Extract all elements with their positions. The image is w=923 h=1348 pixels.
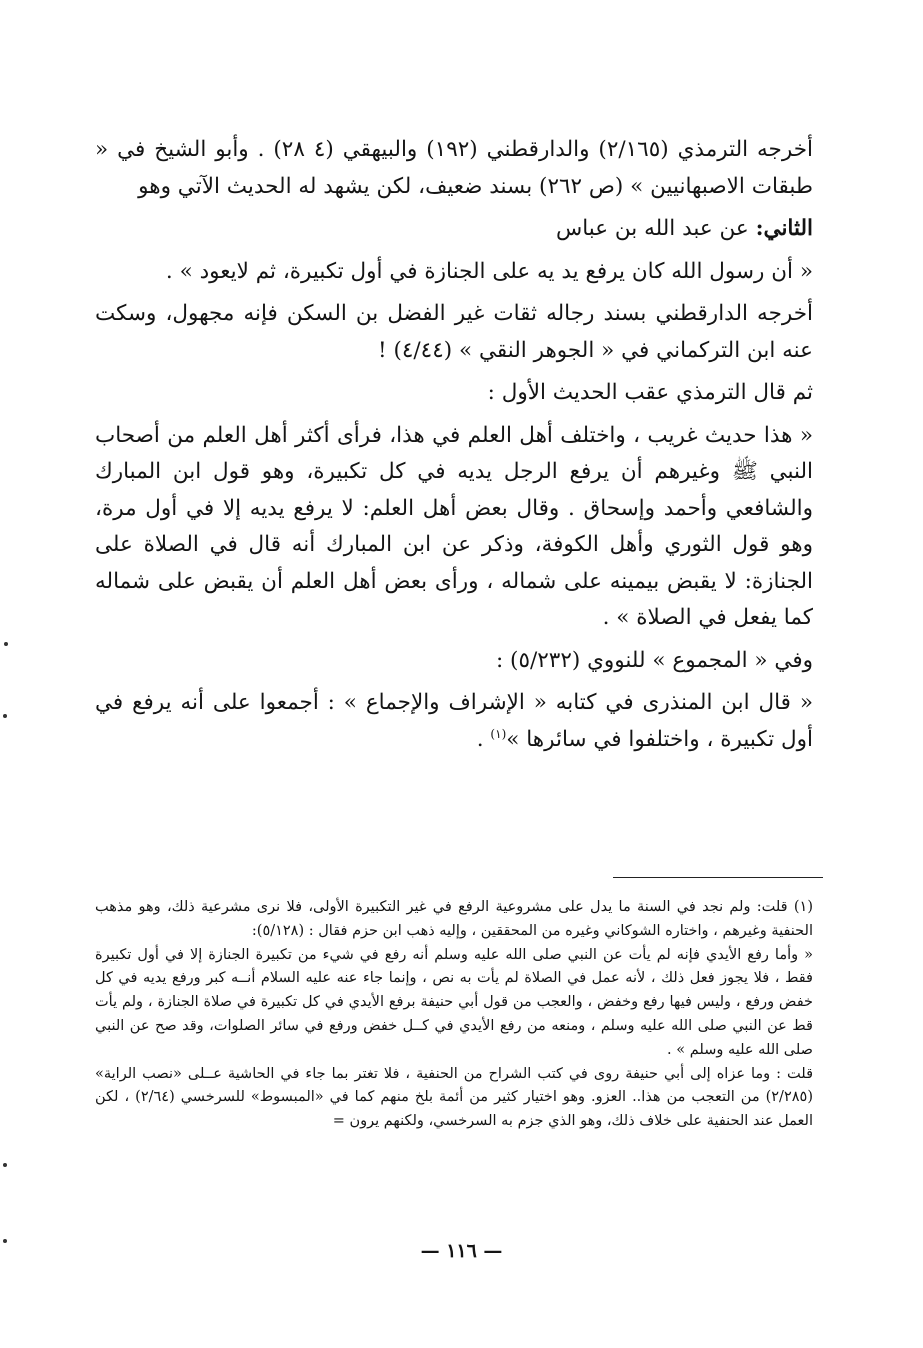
main-text	[95, 132, 813, 758]
quote-ibn-mundhir	[95, 685, 813, 758]
page-number: — ١١٦ —	[420, 1240, 503, 1262]
footnote-separator	[613, 877, 823, 878]
second-narrator: عن عبد الله بن عباس	[555, 216, 749, 241]
paragraph-tirmidhi-intro: ثم قال الترمذي عقب الحديث الأول :	[487, 380, 813, 405]
quote-ibn-mundhir-text: « قال ابن المنذرى في كتابه « الإشراف والإجماع » : أجمعوا على أنه يرفع في أول تكبيرة ، واختلفوا في سائرها »	[95, 690, 813, 752]
scan-speck	[3, 1163, 7, 1167]
footnote-ibn-hazm-quote: « وأما رفع الأيدي فإنه لم يأت عن النبي صلى الله عليه وسلم أنه رفع في شيء من تكبيرة الجنازة إلا في أول تكبيرة فقط ، فلا يجوز فعل ذلك ، لأنه عمل في الصلاة لم يأت به نص ، وإنما جاء عنه عليه السلام أنــه كبر ورفع يديه في كل خفض ورفع ، وليس فيها رفع وخفض ، والعجب من قول أبي حنيفة برفع الأيدي في كل تكبيرة في صلاة الجنازة ، ولم يأت قط عن النبي صلى الله عليه وسلم ، ومنعه من رفع الأيدي في كــل خفض ورفع في سائر الصلوات، وقد صح عن النبي صلى الله عليه وسلم » .	[95, 946, 813, 1058]
footnote-1: (١) قلت: ولم نجد في السنة ما يدل على مشروعية الرفع في غير التكبيرة الأولى، فلا نرى مشرعية ذلك، وهو مذهب الحنفية وغيرهم ، واختاره الشوكاني وغيره من المحققين ، وإليه ذهب ابن حزم فقال : (٥/١٢٨):	[95, 899, 813, 939]
paragraph-second-hadith-intro	[95, 211, 813, 248]
quote-tirmidhi: « هذا حديث غريب ، واختلف أهل العلم في هذا، فرأى أكثر أهل العلم من أصحاب النبي ﷺ وغيرهم أن يرفع الرجل يديه في كل تكبيرة، وهو قول ابن المبارك والشافعي وأحمد وإسحاق . وقال بعض أهل العلم: لا يرفع يديه إلا في أول مرة، وهو قول الثوري وأهل الكوفة، وذكر عن ابن المبارك أنه قال في الصلاة على الجنازة: لا يقبض بيمينه على شماله ، ورأى بعض أهل العلم أن يقبض على شماله كما يفعل في الصلاة » .	[95, 422, 813, 630]
second-label: الثاني:	[755, 216, 813, 241]
footnote-comment: قلت : وما عزاه إلى أبي حنيفة روى في كتب الشراح من الحنفية ، فلا تغتر بما جاء في الحاشية عــلى «نصب الراية» (٢/٢٨٥) من التعجب من هذا.. العزو. وهو اختيار كثير من أئمة بلخ منهم كما في «المبسوط» للسرخسي (٢/٦٤) ، لكن العمل عند الحنفية على خلاف ذلك، وهو الذي جزم به السرخسي، ولكنهم يرون =	[95, 1065, 813, 1130]
hadith-text: « أن رسول الله كان يرفع يد يه على الجنازة في أول تكبيرة، ثم لايعود » .	[165, 258, 813, 284]
paragraph-takhrij: أخرجه الترمذي (٢/١٦٥) والدارقطني (١٩٢) والبيهقي (٤ ٢٨) . وأبو الشيخ في « طبقات الاصبهانيين » (ص ٢٦٢) بسند ضعيف، لكن يشهد له الحديث الآتي وهو	[95, 137, 813, 199]
scan-speck	[3, 1239, 7, 1243]
footnote-ref: (١)	[490, 726, 507, 741]
quote-ibn-mundhir-end: .	[476, 726, 491, 752]
scan-speck	[4, 642, 8, 646]
paragraph-majmu-intro: وفي « المجموع » للنووي (٥/٢٣٢) :	[495, 647, 813, 673]
scan-speck	[3, 714, 7, 718]
paragraph-daraqutni: أخرجه الدارقطني بسند رجاله ثقات غير الفضل بن السكن فإنه مجهول، وسكت عنه ابن التركماني في « الجوهر النقي » (٤/٤٤) !	[95, 301, 813, 363]
footnotes	[95, 896, 813, 1134]
